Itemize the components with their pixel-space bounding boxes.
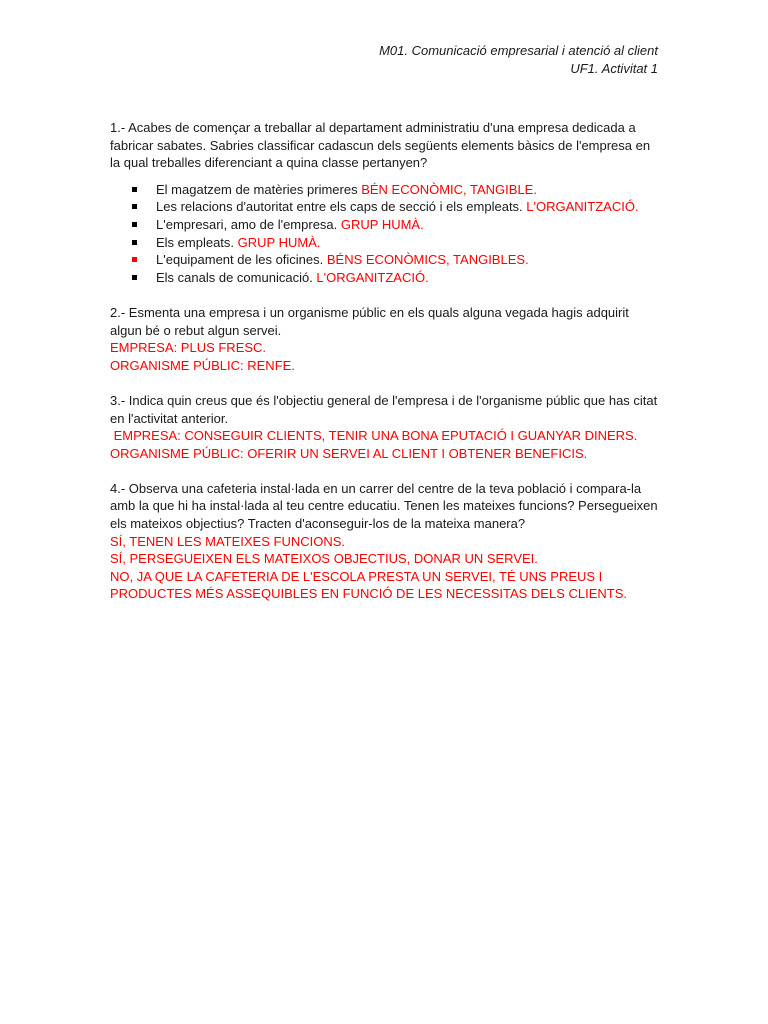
list-item	[110, 234, 662, 252]
q3-answer-company: EMPRESA: CONSEGUIR CLIENTS, TENIR UNA BONA EPUTACIÓ I GUANYAR DINERS.	[110, 428, 638, 444]
q4-answer-objectives: SÍ, PERSEGUEIXEN ELS MATEIXOS OBJECTIUS, DONAR UN SERVEI.	[110, 551, 538, 567]
question-1: 1.- Acabes de començar a treballar al departament administratiu d'una empresa dedicada a fabricar sabates. Sabries classificar cadascun dels següents elements bàsics de l'empresa en la qual treballes diferenciant a quina classe pertanyen?	[110, 120, 651, 171]
item-answer: L'ORGANITZACIÓ.	[316, 269, 429, 285]
bullet-icon	[132, 257, 137, 262]
document-body	[110, 119, 662, 603]
q4-answer-method: NO, JA QUE LA CAFETERIA DE L'ESCOLA PRESTA UN SERVEI, TÉ UNS PREUS I PRODUCTES MÉS ASSEQUIBLES EN FUNCIÓ DE LES NECESSITAS DELS CLIENTS.	[110, 568, 627, 602]
q2-answer-company: EMPRESA: PLUS FRESC.	[110, 340, 267, 356]
list-item	[110, 251, 662, 269]
bullet-icon	[132, 275, 137, 280]
item-text: Els empleats.	[156, 234, 238, 250]
header-module-title: M01. Comunicació empresarial i atenció al client	[379, 43, 658, 58]
item-text: El magatzem de matèries primeres	[156, 181, 362, 197]
list-item	[110, 269, 662, 287]
list-item	[110, 198, 662, 216]
list-item	[110, 216, 662, 234]
q1-item-list	[110, 181, 662, 287]
question-3: 3.- Indica quin creus que és l'objectiu general de l'empresa i de l'organisme públic que has citat en l'activitat anterior.	[110, 392, 658, 426]
q4-answer-functions: SÍ, TENEN LES MATEIXES FUNCIONS.	[110, 533, 346, 549]
question-4: 4.- Observa una cafeteria instal·lada en un carrer del centre de la teva població i compara-la amb la que hi ha instal·lada al teu centre educatiu. Tenen les mateixes funcions? Persegueixen els mateixos objectius? Tracten d'aconseguir-los de la mateixa manera?	[110, 480, 658, 532]
item-answer: GRUP HUMÀ.	[340, 216, 424, 232]
q2-answer-public-body: ORGANISME PÚBLIC: RENFE.	[110, 357, 295, 373]
bullet-icon	[132, 187, 137, 192]
bullet-icon	[132, 204, 137, 209]
item-answer: BÉN ECONÒMIC, TANGIBLE.	[361, 181, 537, 197]
page-header	[379, 42, 658, 78]
item-text: Les relacions d'autoritat entre els caps de secció i els empleats.	[156, 199, 527, 215]
item-text: Els canals de comunicació.	[156, 269, 317, 285]
list-item	[110, 181, 662, 199]
bullet-icon	[132, 240, 137, 245]
item-text: L'equipament de les oficines.	[156, 252, 327, 268]
header-activity-title: UF1. Activitat 1	[570, 61, 658, 76]
item-answer: GRUP HUMÀ.	[237, 234, 321, 250]
item-text: L'empresari, amo de l'empresa.	[156, 216, 341, 232]
item-answer: BÉNS ECONÒMICS, TANGIBLES.	[326, 252, 529, 268]
question-2: 2.- Esmenta una empresa i un organisme públic en els quals alguna vegada hagis adquirit algun bé o rebut algun servei.	[110, 304, 629, 338]
bullet-icon	[132, 222, 137, 227]
q3-answer-public-body: ORGANISME PÚBLIC: OFERIR UN SERVEI AL CLIENT I OBTENER BENEFICIS.	[110, 445, 588, 461]
item-answer: L'ORGANITZACIÓ.	[526, 199, 639, 215]
